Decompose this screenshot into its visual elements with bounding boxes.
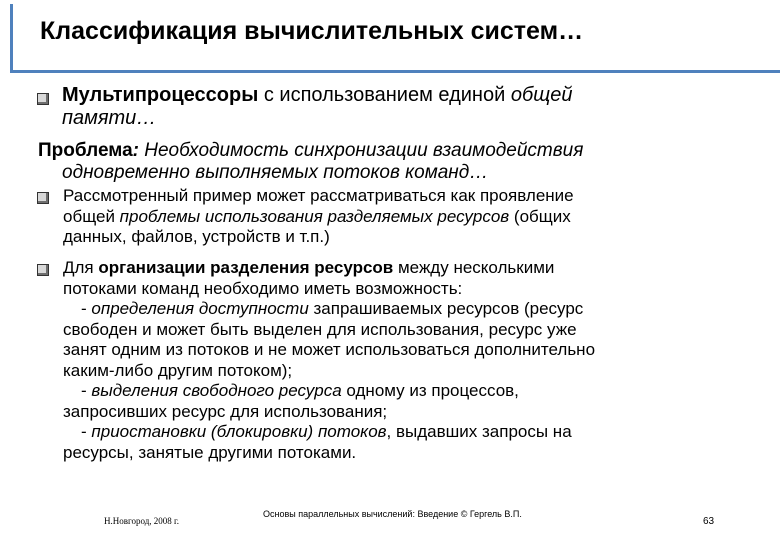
square-bullet-icon [37, 192, 49, 204]
list-item: - определения доступности запрашиваемых ресурсов (ресурс [81, 299, 584, 318]
problem-statement: Проблема: Необходимость синхронизации взаимодействия одновременно выполняемых потоков команд… [38, 140, 584, 183]
problem-label: Проблема [38, 140, 133, 161]
slide-title: Классификация вычислительных систем… [40, 17, 584, 45]
list-item: - приостановки (блокировки) потоков, выдавших запросы на [81, 422, 572, 441]
footer-location-date: Н.Новгород, 2008 г. [104, 516, 179, 526]
bullet-multiprocessors: Мультипроцессоры с использованием единой общей памяти… [62, 84, 573, 129]
square-bullet-icon [37, 93, 49, 105]
title-accent-bar [10, 4, 13, 72]
bullet-example: Рассмотренный пример может рассматриваться как проявление общей проблемы использования разделяемых ресурсов (общих данных, файлов, устройств и т.п.) [63, 186, 574, 246]
bullet-resource-sharing: Для организации разделения ресурсов между несколькими потоками команд необходимо иметь возможность: - определения доступности запрашиваемых ресурсов (ресурс свободен и может быть выделен для использования, ресурс уже занят одним из потоков и не может использоваться дополнительно каким-либо другим потоком); - выделения свободного ресурса одному из процессов, запросивших ресурс для использования; - приостановки (блокировки) потоков, выдавших запросы на ресурсы, занятые другими потоками. [63, 258, 743, 463]
square-bullet-icon [37, 264, 49, 276]
term-multiprocessors: Мультипроцессоры [62, 84, 259, 106]
list-item: - выделения свободного ресурса одному из процессов, [81, 381, 519, 400]
footer-course-title: Основы параллельных вычислений: Введение © Гергель В.П. [263, 509, 522, 519]
page-number: 63 [703, 516, 715, 527]
title-underline [10, 70, 780, 73]
